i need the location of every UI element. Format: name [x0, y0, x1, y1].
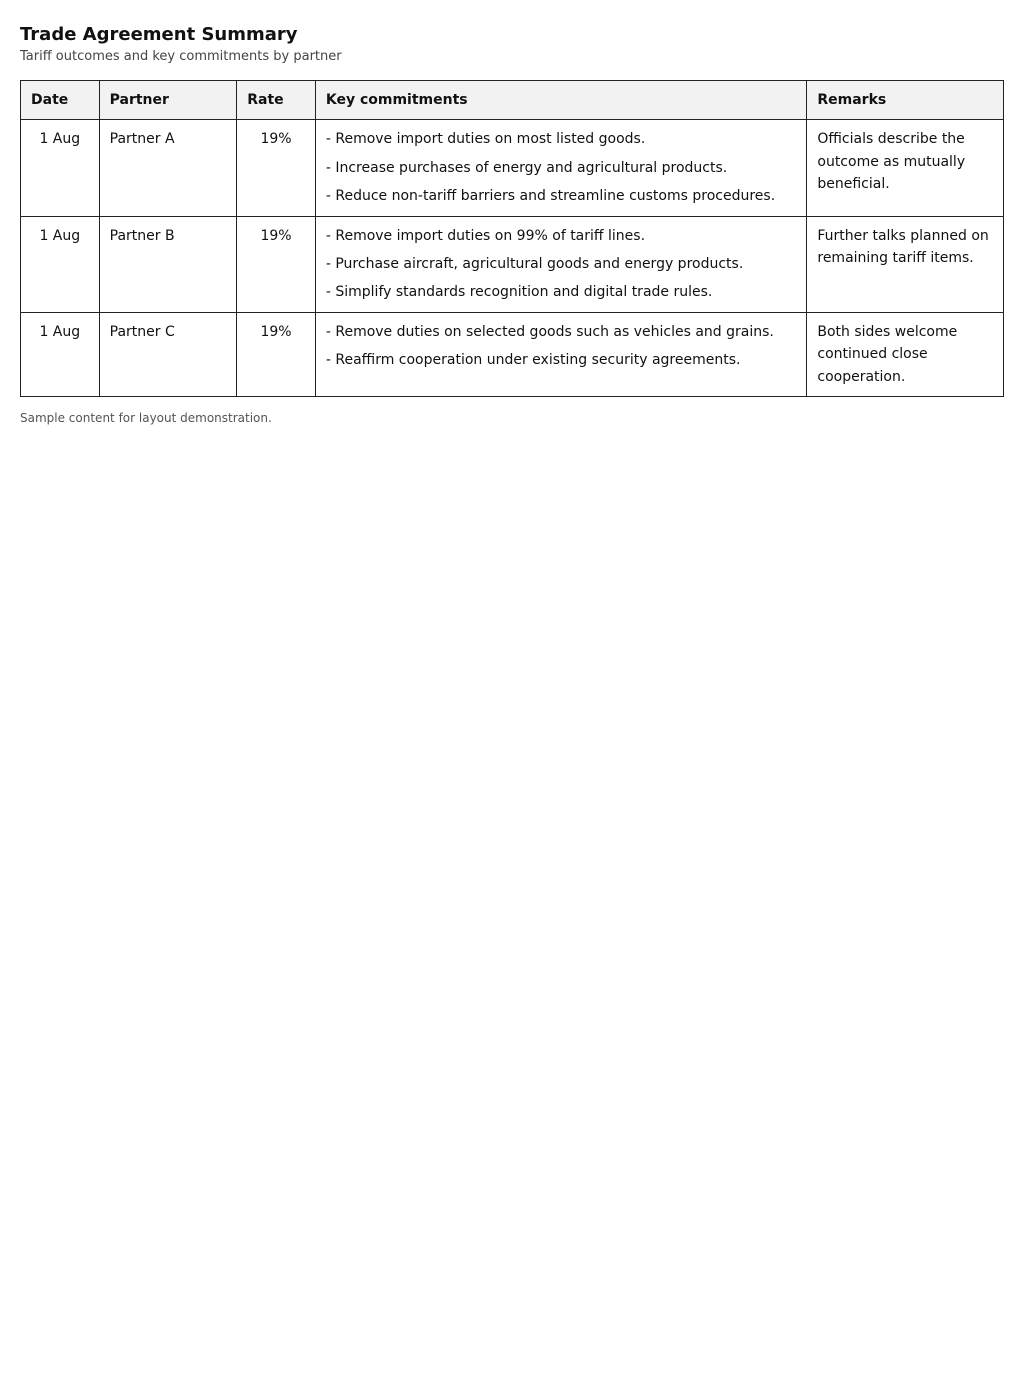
commitment-item: - Reduce non-tariff barriers and streamline customs procedures. — [325, 188, 776, 205]
commitments-cell — [315, 216, 807, 312]
date-cell: 1 Aug — [21, 120, 100, 216]
date-cell: 1 Aug — [21, 216, 100, 312]
table-row — [21, 216, 1004, 312]
table-row — [21, 312, 1004, 396]
commitments-cell — [315, 312, 807, 396]
footer-note: Sample content for layout demonstration. — [20, 410, 272, 425]
partner-cell: Partner A — [99, 120, 237, 216]
commitment-item: - Simplify standards recognition and digital trade rules. — [325, 284, 713, 301]
document-subtitle: Tariff outcomes and key commitments by partner — [20, 49, 342, 64]
commitment-item: - Reaffirm cooperation under existing security agreements. — [325, 352, 741, 369]
rate-cell: 19% — [237, 312, 316, 396]
remarks-cell: Both sides welcome continued close cooperation. — [807, 312, 1004, 396]
date-cell: 1 Aug — [21, 312, 100, 396]
partner-cell: Partner C — [99, 312, 237, 396]
rate-cell: 19% — [237, 216, 316, 312]
partner-cell: Partner B — [99, 216, 237, 312]
remarks-cell: Officials describe the outcome as mutually beneficial. — [807, 120, 1004, 216]
commitment-item: - Remove import duties on 99% of tariff lines. — [325, 227, 646, 244]
table-row — [21, 120, 1004, 216]
document-title: Trade Agreement Summary — [20, 24, 298, 45]
summary-table — [20, 80, 1004, 397]
commitments-cell — [315, 120, 807, 216]
remarks-cell: Further talks planned on remaining tariff items. — [807, 216, 1004, 312]
commitment-item: - Remove duties on selected goods such as vehicles and grains. — [325, 323, 774, 340]
column-header-date: Date — [21, 81, 100, 120]
rate-cell: 19% — [237, 120, 316, 216]
column-header-partner: Partner — [99, 81, 237, 120]
commitment-item: - Purchase aircraft, agricultural goods and energy products. — [325, 255, 744, 272]
column-header-remarks: Remarks — [807, 81, 1004, 120]
column-header-commitments: Key commitments — [315, 81, 807, 120]
column-header-rate: Rate — [237, 81, 316, 120]
commitment-item: - Remove import duties on most listed goods. — [325, 131, 646, 148]
table-header-row — [21, 81, 1004, 120]
commitment-item: - Increase purchases of energy and agricultural products. — [325, 159, 728, 176]
